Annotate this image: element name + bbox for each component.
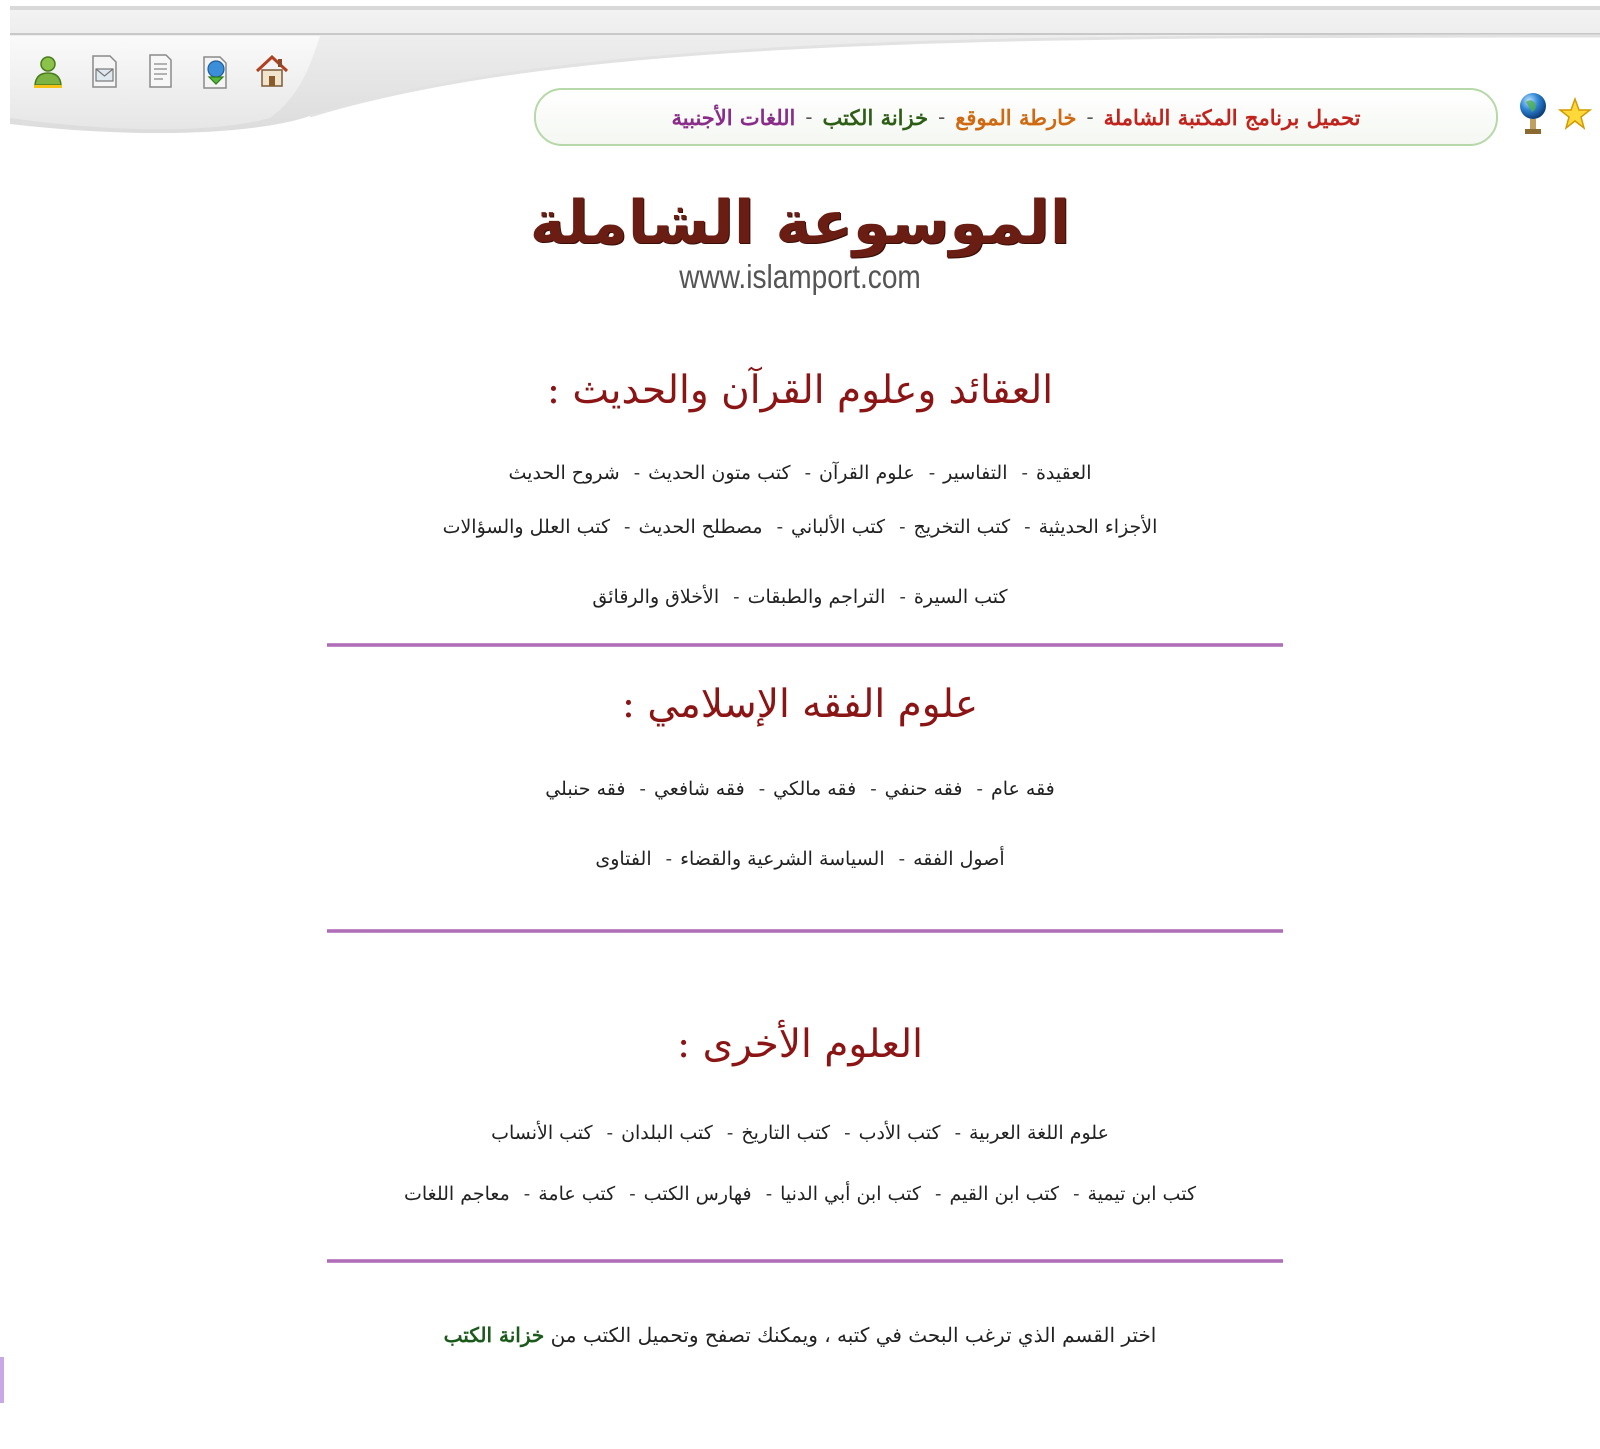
category-link[interactable]: علوم القرآن xyxy=(819,462,915,484)
category-link[interactable]: كتب التاريخ xyxy=(741,1122,831,1144)
category-link[interactable]: الأجزاء الحديثية xyxy=(1038,516,1158,538)
category-link[interactable]: السياسة الشرعية والقضاء xyxy=(680,848,885,870)
nav-download-program[interactable]: تحميل برنامج المكتبة الشاملة xyxy=(1103,104,1361,130)
section-title-fiqh: علوم الفقه الإسلامي : xyxy=(621,682,979,727)
category-link[interactable]: التراجم والطبقات xyxy=(747,586,886,608)
category-link[interactable]: علوم اللغة العربية xyxy=(968,1122,1109,1144)
category-link[interactable]: كتب الأنساب xyxy=(491,1122,593,1144)
section-other-row-2: كتب ابن تيمية- كتب ابن القيم- كتب ابن أبي الدنيا- فهارس الكتب- كتب عامة- معاجم اللغات xyxy=(403,1183,1196,1205)
category-link[interactable]: كتب الألباني xyxy=(791,516,886,538)
nav-site-map[interactable]: خارطة الموقع xyxy=(955,104,1077,130)
section-fiqh-row-2: أصول الفقه- السياسة الشرعية والقضاء- الفتاوى xyxy=(595,848,1005,870)
section-divider xyxy=(327,1259,1283,1263)
category-link[interactable]: مصطلح الحديث xyxy=(638,516,763,538)
section-aqaid-row-2: الأجزاء الحديثية- كتب التخريج- كتب الألباني- مصطلح الحديث- كتب العلل والسؤالات xyxy=(442,516,1158,538)
section-title-other: العلوم الأخرى : xyxy=(677,1022,923,1067)
user-icon[interactable] xyxy=(28,51,68,91)
nav-foreign-languages[interactable]: اللغات الأجنبية xyxy=(671,104,796,130)
download-icon[interactable] xyxy=(196,51,236,91)
category-link[interactable]: أصول الفقه xyxy=(913,848,1005,870)
category-link[interactable]: كتب ابن أبي الدنيا xyxy=(780,1183,921,1205)
left-edge-marker xyxy=(0,1357,4,1403)
nav-separator: - xyxy=(805,105,813,129)
category-link[interactable]: العقيدة xyxy=(1035,462,1092,484)
category-link[interactable]: كتب عامة xyxy=(538,1183,616,1205)
category-link[interactable]: كتب التخريج xyxy=(913,516,1011,538)
site-logo-title: الموسوعة الشاملة xyxy=(529,188,1071,258)
home-icon[interactable] xyxy=(252,51,292,91)
category-link[interactable]: كتب الأدب xyxy=(858,1122,941,1144)
category-link[interactable]: كتب العلل والسؤالات xyxy=(442,516,610,538)
category-link[interactable]: فقه مالكي xyxy=(773,778,857,800)
footer-text: اختر القسم الذي ترغب البحث في كتبه ، ويمكنك تصفح وتحميل الكتب من xyxy=(544,1323,1157,1347)
document-icon[interactable] xyxy=(140,51,180,91)
category-link[interactable]: التفاسير xyxy=(943,462,1008,484)
section-other-row-1: علوم اللغة العربية- كتب الأدب- كتب التاريخ- كتب البلدان- كتب الأنساب xyxy=(491,1122,1109,1144)
category-link[interactable]: كتب السيرة xyxy=(913,586,1008,608)
section-divider xyxy=(327,929,1283,933)
section-title-aqaid: العقائد وعلوم القرآن والحديث : xyxy=(546,368,1054,413)
category-link[interactable]: فقه حنفي xyxy=(884,778,963,800)
nav-separator: - xyxy=(1086,105,1094,129)
site-logo-url: www.islamport.com xyxy=(679,258,921,295)
section-aqaid-row-1: العقيدة- التفاسير- علوم القرآن- كتب متون الحديث- شروح الحديث xyxy=(508,462,1092,484)
header-icons xyxy=(1518,86,1592,142)
nav-books-library[interactable]: خزانة الكتب xyxy=(822,104,929,130)
footer-note xyxy=(0,1323,1600,1347)
footer-books-library-link[interactable]: خزانة الكتب xyxy=(443,1323,545,1347)
category-link[interactable]: فقه حنبلي xyxy=(545,778,626,800)
nav-separator: - xyxy=(938,105,946,129)
category-link[interactable]: كتب البلدان xyxy=(621,1122,713,1144)
category-link[interactable]: الأخلاق والرقائق xyxy=(592,586,720,608)
category-link[interactable]: كتب متون الحديث xyxy=(648,462,791,484)
section-divider xyxy=(327,643,1283,647)
category-link[interactable]: الفتاوى xyxy=(595,848,652,870)
category-link[interactable]: كتب ابن القيم xyxy=(949,1183,1060,1205)
category-link[interactable]: فقه شافعي xyxy=(653,778,745,800)
star-icon[interactable] xyxy=(1558,97,1592,131)
category-link[interactable]: معاجم اللغات xyxy=(403,1183,510,1205)
toolbar xyxy=(28,44,318,98)
category-link[interactable]: فقه عام xyxy=(990,778,1055,800)
category-link[interactable]: فهارس الكتب xyxy=(643,1183,752,1205)
category-link[interactable]: شروح الحديث xyxy=(508,462,620,484)
section-fiqh-row-1: فقه عام- فقه حنفي- فقه مالكي- فقه شافعي- فقه حنبلي xyxy=(545,778,1055,800)
category-link[interactable]: كتب ابن تيمية xyxy=(1087,1183,1196,1205)
mail-icon[interactable] xyxy=(84,51,124,91)
top-nav xyxy=(534,88,1498,146)
globe-icon[interactable] xyxy=(1518,86,1548,142)
section-aqaid-row-3: كتب السيرة- التراجم والطبقات- الأخلاق والرقائق xyxy=(592,586,1008,608)
